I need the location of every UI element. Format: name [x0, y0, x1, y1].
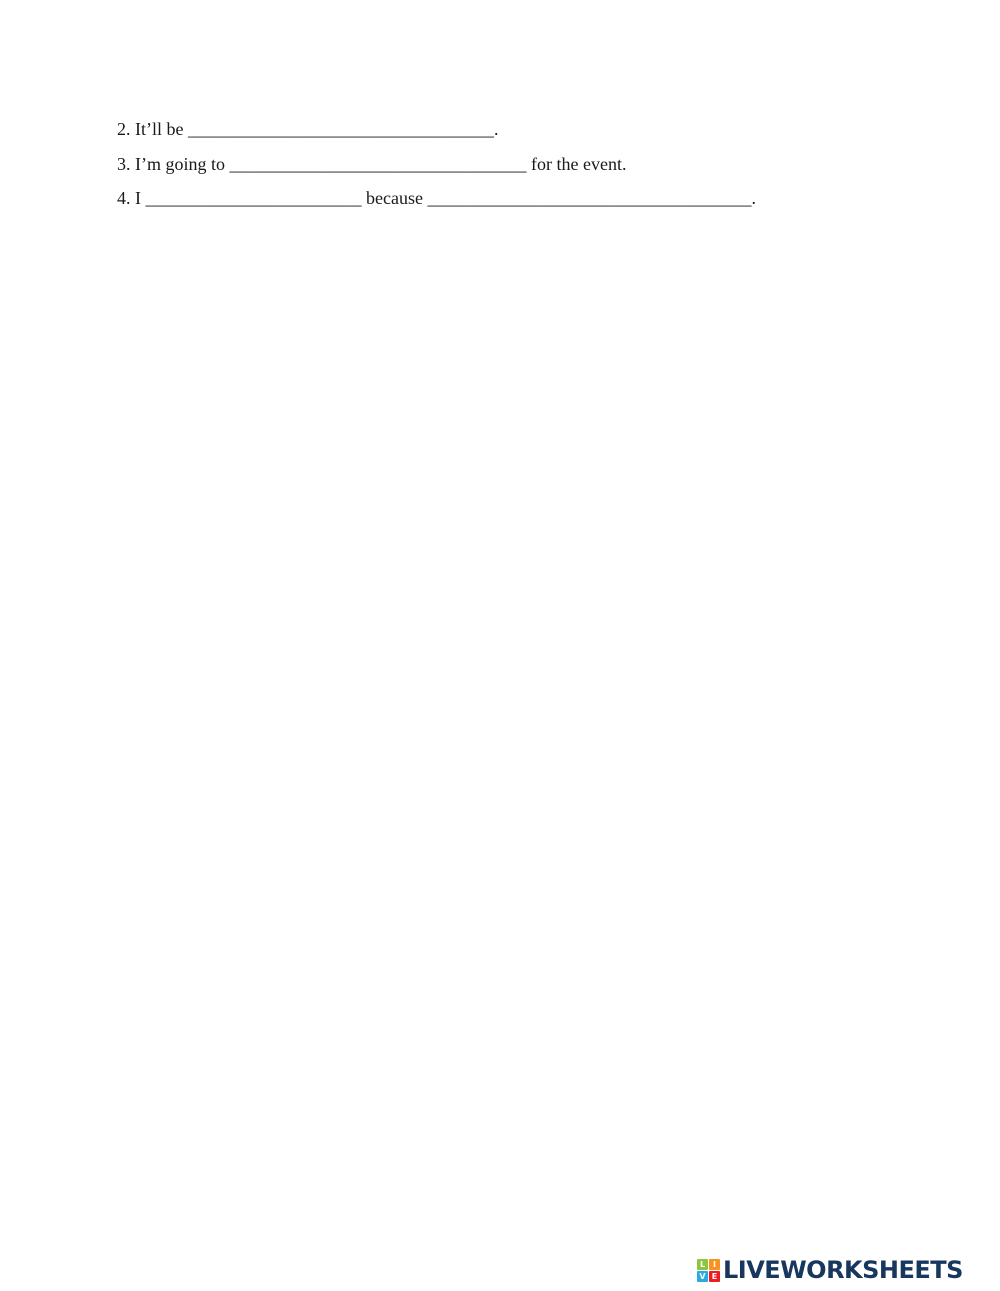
logo-letter-i: I [709, 1259, 720, 1270]
logo-letter-e: E [709, 1271, 720, 1282]
question-4 [117, 181, 897, 216]
logo-letter-l: L [697, 1259, 708, 1270]
question-text: I’m going to _________________________________ for the event. [135, 153, 627, 174]
question-text: I ________________________ because ____________________________________. [135, 188, 756, 208]
logo-wordmark: LIVEWORKSHEETS [723, 1256, 963, 1284]
question-number: 4. [117, 188, 131, 208]
liveworksheets-logo-icon [697, 1259, 720, 1282]
worksheet-questions [117, 112, 897, 216]
question-number: 2. [117, 119, 131, 139]
question-2 [117, 112, 897, 147]
question-number: 3. [117, 153, 131, 174]
question-3 [117, 147, 897, 182]
liveworksheets-logo [697, 1256, 963, 1284]
question-text: It’ll be __________________________________. [135, 119, 499, 139]
logo-letter-v: V [697, 1271, 708, 1282]
